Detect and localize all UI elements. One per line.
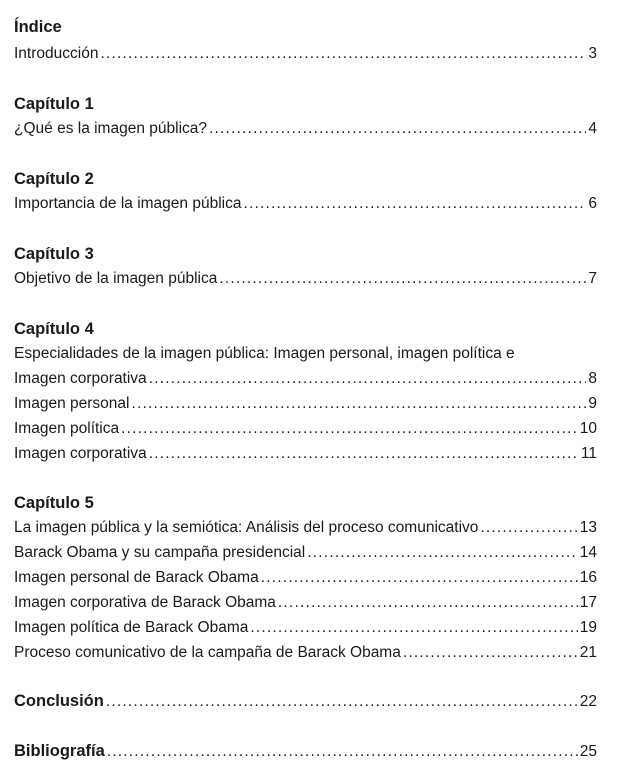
toc-entry [14, 370, 597, 390]
entry-title: Barack Obama y su campaña presidencial [14, 544, 306, 561]
toc-entry [14, 395, 597, 415]
toc-entry [14, 644, 597, 664]
entry-page: 3 [588, 45, 597, 62]
toc-entry [14, 445, 597, 465]
index-title: Índice [14, 18, 62, 36]
chapter-5-heading: Capítulo 5 [14, 494, 94, 512]
leader-dots [219, 270, 586, 288]
leader-dots [278, 594, 578, 612]
entry-page: 7 [588, 270, 597, 287]
leader-dots [107, 743, 578, 761]
entry-page: 10 [579, 420, 597, 437]
toc-entry [14, 195, 597, 215]
entry-page: 8 [588, 370, 597, 387]
entry-title: Objetivo de la imagen pública [14, 270, 218, 287]
leader-dots [106, 693, 578, 711]
entry-title: La imagen pública y la semiótica: Análisis del proceso comunicativo [14, 519, 479, 536]
entry-title: Importancia de la imagen pública [14, 195, 242, 212]
toc-entry-conclusion [14, 692, 597, 712]
entry-title: Introducción [14, 45, 99, 62]
entry-page: 13 [579, 519, 597, 536]
entry-page: 21 [579, 644, 597, 661]
chapter-1-heading: Capítulo 1 [14, 95, 94, 113]
toc-entry [14, 594, 597, 614]
entry-page: 6 [588, 195, 597, 212]
entry-title: Proceso comunicativo de la campaña de Barack Obama [14, 644, 401, 661]
leader-dots [243, 195, 586, 213]
leader-dots [307, 544, 578, 562]
toc-entry-introduction [14, 45, 597, 65]
toc-entry [14, 270, 597, 290]
chapter-2-heading: Capítulo 2 [14, 170, 94, 188]
entry-title: Imagen personal [14, 395, 130, 412]
entry-title: Imagen corporativa de Barack Obama [14, 594, 276, 611]
entry-page: 25 [579, 743, 597, 760]
entry-page: 4 [588, 120, 597, 137]
entry-title: ¿Qué es la imagen pública? [14, 120, 208, 137]
leader-dots [403, 644, 578, 662]
entry-page: 14 [579, 544, 597, 561]
entry-title: Especialidades de la imagen pública: Imagen personal, imagen política e [14, 345, 515, 362]
entry-title: Imagen corporativa [14, 445, 147, 462]
entry-title: Bibliografía [14, 742, 105, 760]
leader-dots [149, 445, 579, 463]
entry-page: 22 [579, 693, 597, 710]
entry-title: Conclusión [14, 692, 104, 710]
leader-dots [250, 619, 577, 637]
chapter-4-heading: Capítulo 4 [14, 320, 94, 338]
toc-entry-bibliography [14, 742, 597, 762]
leader-dots [121, 420, 578, 438]
entry-title: Imagen política de Barack Obama [14, 619, 249, 636]
entry-page: 19 [579, 619, 597, 636]
toc-entry [14, 120, 597, 140]
entry-title: Imagen política [14, 420, 120, 437]
leader-dots [209, 120, 586, 138]
toc-entry [14, 569, 597, 589]
entry-page: 11 [580, 445, 597, 462]
leader-dots [100, 45, 586, 63]
entry-title: Imagen corporativa [14, 370, 147, 387]
leader-dots [149, 370, 587, 388]
leader-dots [480, 519, 577, 537]
toc-entry [14, 420, 597, 440]
entry-page: 17 [579, 594, 597, 611]
toc-entry [14, 619, 597, 639]
toc-entry [14, 345, 597, 365]
chapter-3-heading: Capítulo 3 [14, 245, 94, 263]
entry-page: 9 [588, 395, 597, 412]
toc-entry [14, 519, 597, 539]
leader-dots [131, 395, 586, 413]
entry-page: 16 [579, 569, 597, 586]
leader-dots [261, 569, 578, 587]
entry-title: Imagen personal de Barack Obama [14, 569, 259, 586]
toc-entry [14, 544, 597, 564]
